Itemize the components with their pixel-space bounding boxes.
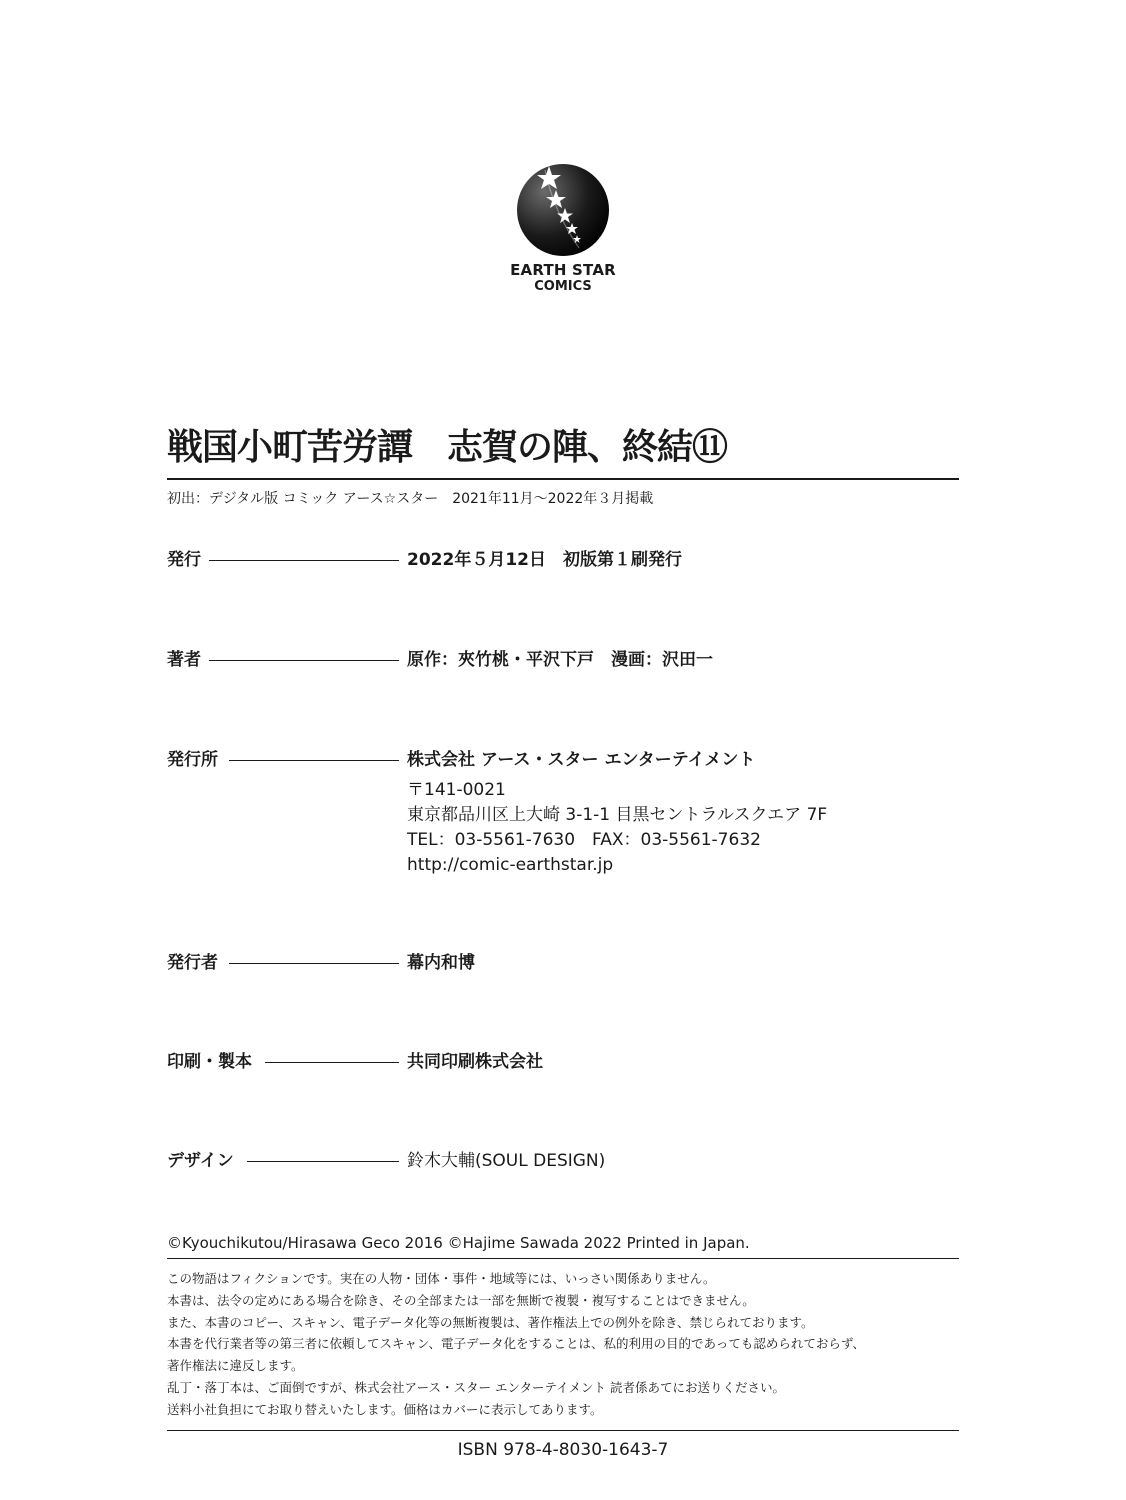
notice-line: 送料小社負担にてお取り替えいたします。価格はカバーに表示してあります。 [167,1401,603,1417]
publisher-url: http://comic-earthstar.jp [407,855,614,875]
author-value: 原作：夾竹桃・平沢下戸 漫画：沢田一 [407,650,713,670]
notice-line: また、本書のコピー、スキャン、電子データ化等の無断複製は、著作権法上での例外を除き、禁じられております。 [167,1314,814,1330]
row-printing [167,1048,959,1076]
leader-line [265,1062,399,1063]
leader-line [209,560,399,561]
copyright-divider [167,1258,959,1259]
author-label: 著者 [167,650,201,670]
design-label: デザイン [167,1151,234,1171]
publisher-tel-fax: TEL：03-5561-7630 FAX：03-5561-7632 [407,830,761,850]
logo-text-line1: EARTH STAR [510,261,616,279]
notice-line: 本書は、法令の定めにある場合を除き、その全部または一部を無断で複製・複写することはできません。 [167,1292,755,1308]
copyright-line: ©Kyouchikutou/Hirasawa Geco 2016 ©Hajime Sawada 2022 Printed in Japan. [167,1234,750,1252]
leader-line [247,1161,399,1162]
row-author [167,646,959,674]
leader-line [209,660,399,661]
publisher-address: 東京都品川区上大崎 3-1-1 目黒セントラルスクエア 7F [407,805,828,825]
legal-notices [167,1268,967,1421]
notice-line: 乱丁・落丁本は、ご面倒ですが、株式会社アース・スター エンターテイメント 読者係あてにお送りください。 [167,1379,785,1395]
printing-label: 印刷・製本 [167,1052,252,1072]
leader-line [229,760,399,761]
printing-value: 共同印刷株式会社 [407,1052,543,1072]
notice-line: 著作権法に違反します。 [167,1358,304,1374]
notice-line: この物語はフィクションです。実在の人物・団体・事件・地域等には、いっさい関係ありません。 [167,1271,716,1286]
earth-star-logo-icon [513,160,613,260]
design-value: 鈴木大輔(SOUL DESIGN) [407,1151,606,1171]
title-divider [167,478,959,480]
publisher-value: 株式会社 アース・スター エンターテイメント [407,750,756,770]
leader-line [229,963,399,964]
publisher-logo [0,160,1126,294]
row-design [167,1147,959,1175]
isbn-divider [167,1430,959,1431]
row-publisher [167,746,959,774]
logo-text-line2: COMICS [534,279,592,294]
first-publication-note: 初出：デジタル版 コミック アース☆スター 2021年11月〜2022年３月掲載 [167,491,654,507]
book-title: 戦国小町苦労譚 志賀の陣、終結⑪ [167,427,728,468]
row-issuer [167,949,959,977]
publisher-postal-code: 〒141-0021 [407,780,506,800]
notice-line: 本書を代行業者等の第三者に依頼してスキャン、電子データ化をすることは、私的利用の目的であっても認められておらず、 [167,1336,865,1352]
isbn: ISBN 978-4-8030-1643-7 [457,1440,669,1460]
row-publish-date [167,546,959,574]
publisher-label: 発行所 [167,750,218,770]
publish-date-value: 2022年５月12日 初版第１刷発行 [407,550,682,570]
issuer-label: 発行者 [167,953,218,973]
publish-date-label: 発行 [167,550,201,570]
issuer-value: 幕内和博 [407,953,475,973]
